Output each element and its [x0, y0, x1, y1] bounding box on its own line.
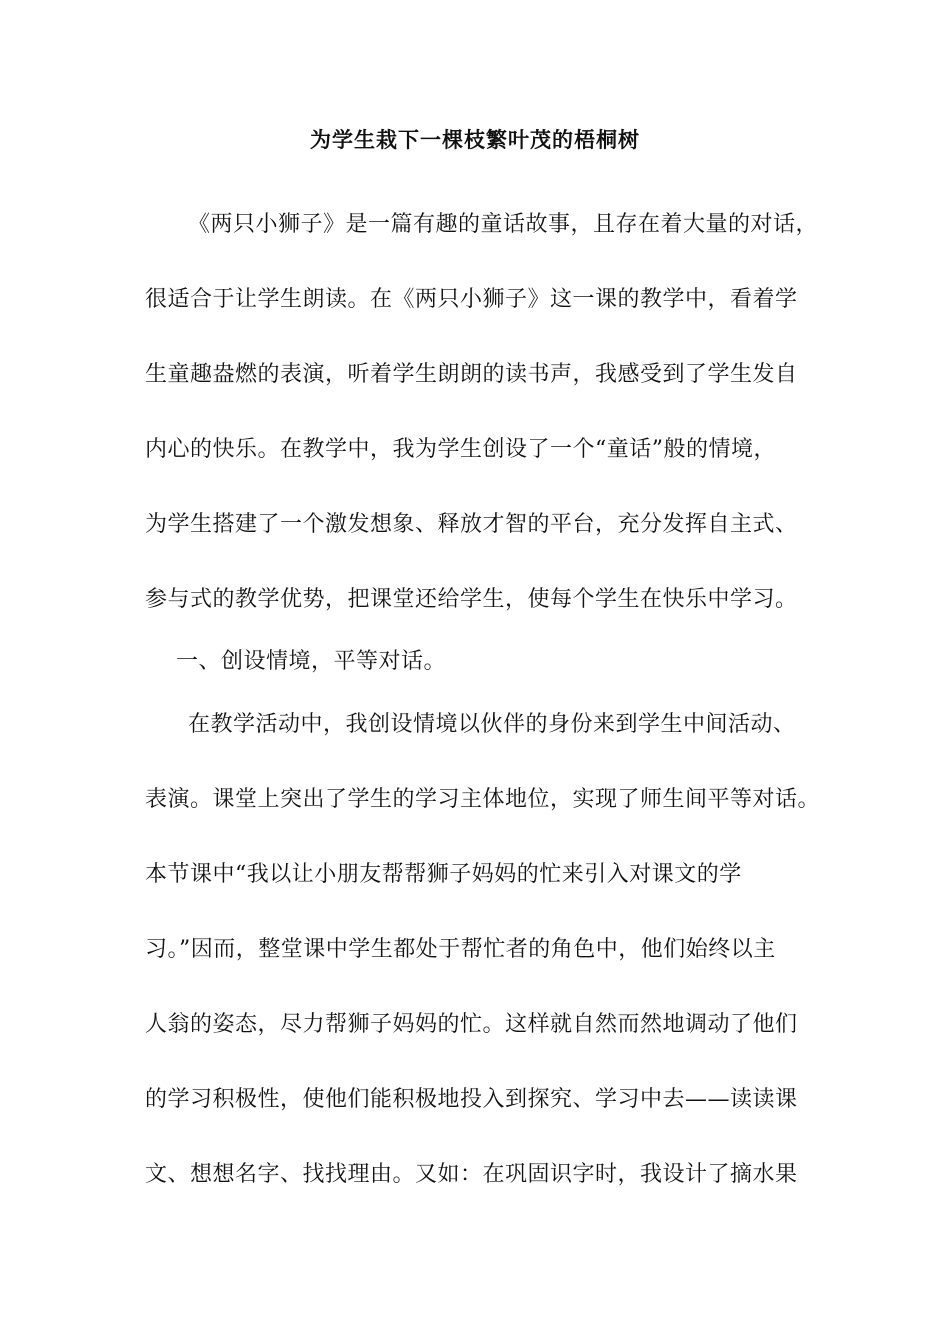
paragraph-line: 表演。课堂上突出了学生的学习主体地位，实现了师生间平等对话。 — [145, 787, 821, 812]
paragraph-line: 在教学活动中，我创设情境以伙伴的身份来到学生中间活动、 — [188, 712, 796, 737]
document-title: 为学生栽下一棵枝繁叶茂的梧桐树 — [310, 127, 640, 152]
section-heading: 一、创设情境，平等对话。 — [176, 649, 447, 674]
paragraph-line: 人翁的姿态，尽力帮狮子妈妈的忙。这样就自然而然地调动了他们 — [145, 1012, 798, 1037]
paragraph-line: 参与式的教学优势，把课堂还给学生，使每个学生在快乐中学习。 — [145, 587, 798, 612]
paragraph-line: 习。”因而，整堂课中学生都处于帮忙者的角色中，他们始终以主 — [145, 937, 776, 962]
paragraph-line: 为学生搭建了一个激发想象、释放才智的平台，充分发挥自主式、 — [145, 512, 798, 537]
paragraph-line: 本节课中“我以让小朋友帮帮狮子妈妈的忙来引入对课文的学 — [145, 862, 742, 887]
paragraph-line: 的学习积极性，使他们能积极地投入到探究、学习中去——读读课 — [145, 1087, 798, 1112]
paragraph-line: 很适合于让学生朗读。在《两只小狮子》这一课的教学中，看着学 — [145, 287, 798, 312]
paragraph-line: 内心的快乐。在教学中，我为学生创设了一个“童话”般的情境， — [145, 437, 776, 462]
paragraph-line: 《两只小狮子》是一篇有趣的童话故事，且存在着大量的对话， — [188, 212, 819, 237]
paragraph-line: 文、想想名字、找找理由。又如：在巩固识字时，我设计了摘水果 — [145, 1162, 798, 1187]
paragraph-line: 生童趣盎燃的表演，听着学生朗朗的读书声，我感受到了学生发自 — [145, 362, 798, 387]
